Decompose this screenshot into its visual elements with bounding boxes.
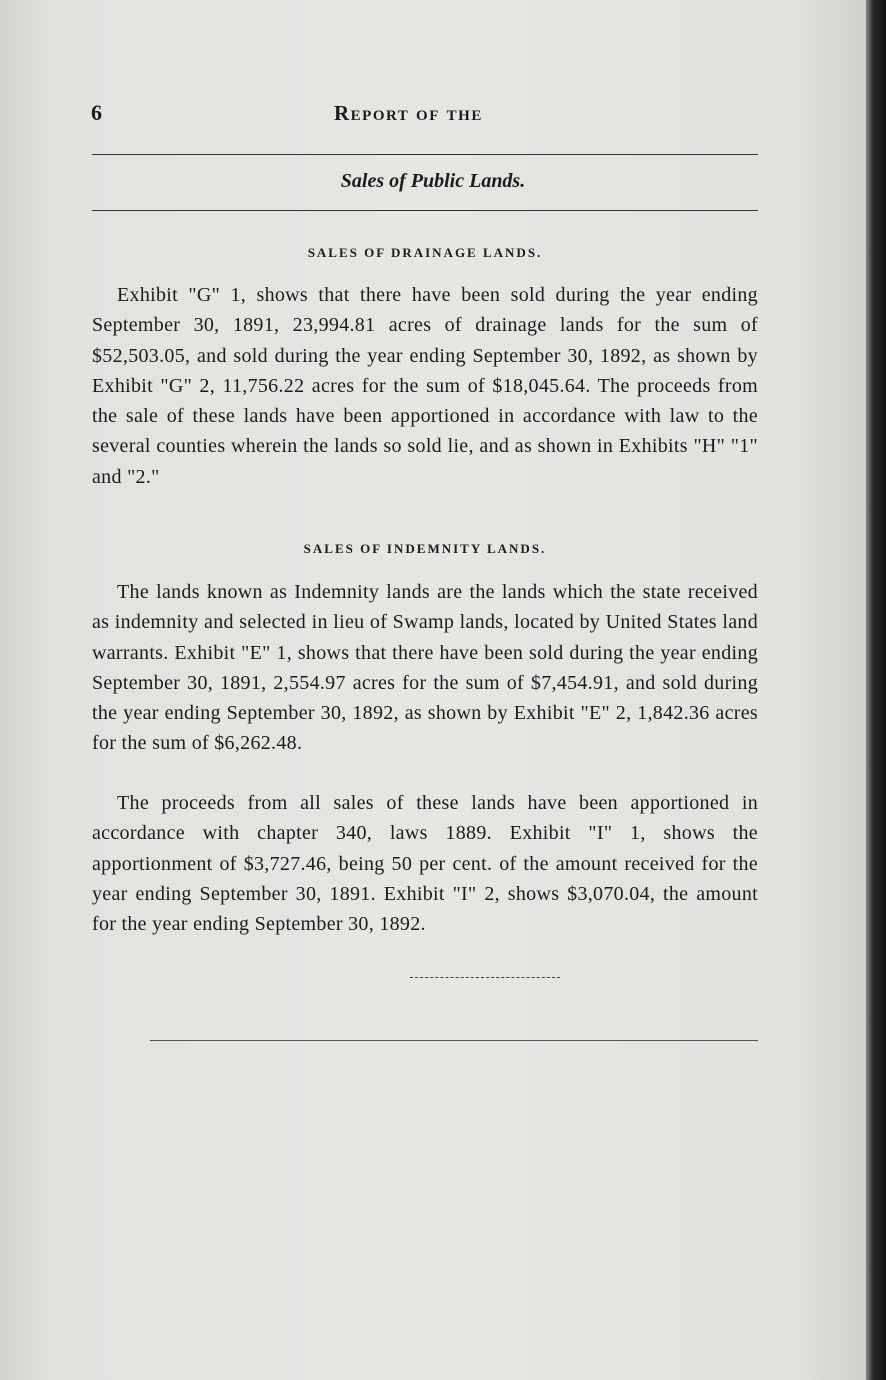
page-number: 6 [91,100,102,125]
drainage-lands-heading: SALES OF DRAINAGE LANDS. [307,245,543,260]
drainage-lands-paragraph: Exhibit "G" 1, shows that there have been sold during the year ending September 30, 1891, 23,994.81 acres of drainage lands for the sum of $52,503.05, and sold during the year ending September 30, 1892, as shown by Exhibit "G" 2, 11,756.22 acres for the sum of $18,045.64. The proceeds from the sale of these lands have been apportioned in accordance with law to the several counties wherein the lands so sold lie, and as shown in Exhibits "H" "1" and "2." [92,284,758,488]
end-rule-long [150,1040,758,1041]
indemnity-lands-paragraph: The lands known as Indemnity lands are the lands which the state received as indemnity and selected in lieu of Swamp lands, located by United States land warrants. Exhibit "E" 1, shows that there have been sold during the year ending September 30, 1891, 2,554.97 acres for the sum of $7,454.91, and sold during the year ending September 30, 1892, as shown by Exhibit "E" 2, 1,842.36 acres for the sum of $6,262.48. [92,581,758,755]
book-binding-edge [866,0,886,1380]
header-rule-bottom [92,210,758,211]
apportionment-paragraph: The proceeds from all sales of these lands have been apportioned in accordance with chapter 340, laws 1889. Exhibit "I" 1, shows the apportionment of $3,727.46, being 50 per cent. of the amount received for the year ending September 30, 1891. Exhibit "I" 2, shows $3,070.04, the amount for the year ending September 30, 1892. [92,792,758,936]
section-title: Sales of Public Lands. [340,170,526,192]
indemnity-lands-heading: SALES OF INDEMNITY LANDS. [303,541,547,556]
end-rule-short [410,977,560,978]
running-head: Report of the [334,101,483,125]
header-rule-top [92,154,758,155]
